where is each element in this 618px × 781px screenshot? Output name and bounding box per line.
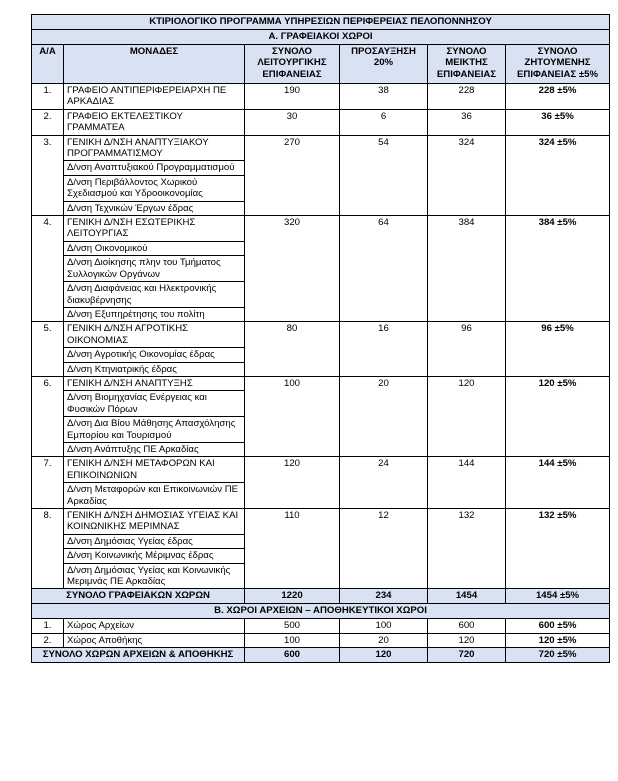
operational-area: 80 bbox=[245, 322, 340, 377]
row-number: 3. bbox=[32, 135, 64, 215]
sub-unit-name: Δ/νση Κτηνιατρικής έδρας bbox=[64, 362, 245, 376]
operational-area: 270 bbox=[245, 135, 340, 215]
total-label: ΣΥΝΟΛΟ ΓΡΑΦΕΙΑΚΩΝ ΧΩΡΩΝ bbox=[32, 589, 245, 604]
unit-name: ΓΕΝΙΚΗ Δ/ΝΣΗ ΜΕΤΑΦΟΡΩΝ ΚΑΙ ΕΠΙΚΟΙΝΩΝΙΩΝ bbox=[64, 457, 245, 483]
requested-area: 144 ±5% bbox=[506, 457, 610, 509]
operational-area: 100 bbox=[245, 376, 340, 456]
gross-area: 600 bbox=[428, 619, 506, 633]
table-row bbox=[32, 109, 610, 135]
table-title: ΚΤΙΡΙΟΛΟΓΙΚΟ ΠΡΟΓΡΑΜΜΑ ΥΠΗΡΕΣΙΩΝ ΠΕΡΙΦΕΡΕΙΑΣ ΠΕΛΟΠΟΝΝΗΣΟΥ bbox=[32, 15, 610, 30]
requested-area: 132 ±5% bbox=[506, 509, 610, 589]
row-number: 1. bbox=[32, 619, 64, 633]
row-number: 1. bbox=[32, 84, 64, 110]
sub-unit-name: Δ/νση Οικονομικού bbox=[64, 241, 245, 255]
increase-area: 20 bbox=[340, 376, 428, 456]
unit-name: ΓΡΑΦΕΙΟ ΕΚΤΕΛΕΣΤΙΚΟΥ ΓΡΑΜΜΑΤΕΑ bbox=[64, 109, 245, 135]
table-row bbox=[32, 376, 610, 390]
table-row bbox=[32, 457, 610, 483]
sub-unit-name: Δ/νση Κοινωνικής Μέριμνας έδρας bbox=[64, 549, 245, 563]
sub-unit-name: Δ/νση Μεταφορών και Επικοινωνιών ΠΕ Αρκαδίας bbox=[64, 483, 245, 509]
table-row bbox=[32, 322, 610, 348]
header-requested: ΣΥΝΟΛΟ ΖΗΤΟΥΜΕΝΗΣ ΕΠΙΦΑΝΕΙΑΣ ±5% bbox=[506, 45, 610, 84]
operational-area: 500 bbox=[245, 619, 340, 633]
total-requested: 1454 ±5% bbox=[506, 589, 610, 604]
table-row bbox=[32, 619, 610, 633]
row-number: 5. bbox=[32, 322, 64, 377]
increase-area: 38 bbox=[340, 84, 428, 110]
operational-area: 320 bbox=[245, 216, 340, 322]
sub-unit-name: Δ/νση Διοίκησης πλην του Τμήματος Συλλογικών Οργάνων bbox=[64, 256, 245, 282]
table-row bbox=[32, 509, 610, 535]
table-row bbox=[32, 633, 610, 647]
sub-unit-name: Δ/νση Διαφάνειας και Ηλεκτρονικής διακυβέρνησης bbox=[64, 282, 245, 308]
total-operational: 1220 bbox=[245, 589, 340, 604]
sub-unit-name: Δ/νση Δια Βίου Μάθησης Απασχόλησης Εμπορίου και Τουρισμού bbox=[64, 417, 245, 443]
increase-area: 54 bbox=[340, 135, 428, 215]
requested-area: 228 ±5% bbox=[506, 84, 610, 110]
gross-area: 144 bbox=[428, 457, 506, 509]
operational-area: 190 bbox=[245, 84, 340, 110]
gross-area: 120 bbox=[428, 376, 506, 456]
sub-unit-name: Δ/νση Ανάπτυξης ΠΕ Αρκαδίας bbox=[64, 442, 245, 456]
increase-area: 20 bbox=[340, 633, 428, 647]
total-operational: 600 bbox=[245, 648, 340, 663]
gross-area: 228 bbox=[428, 84, 506, 110]
header-gross: ΣΥΝΟΛΟ ΜΕΙΚΤΗΣ ΕΠΙΦΑΝΕΙΑΣ bbox=[428, 45, 506, 84]
sub-unit-name: Δ/νση Περιβάλλοντος Χωρικού Σχεδιασμού και Υδροοικονομίας bbox=[64, 175, 245, 201]
gross-area: 120 bbox=[428, 633, 506, 647]
gross-area: 96 bbox=[428, 322, 506, 377]
requested-area: 36 ±5% bbox=[506, 109, 610, 135]
requested-area: 600 ±5% bbox=[506, 619, 610, 633]
increase-area: 24 bbox=[340, 457, 428, 509]
operational-area: 120 bbox=[245, 457, 340, 509]
row-number: 4. bbox=[32, 216, 64, 322]
requested-area: 96 ±5% bbox=[506, 322, 610, 377]
unit-name: Χώρος Αρχείων bbox=[64, 619, 245, 633]
section-a-row bbox=[32, 30, 610, 45]
building-program-table bbox=[31, 14, 610, 663]
sub-unit-name: Δ/νση Δημόσιας Υγείας και Κοινωνικής Μεριμνάς ΠΕ Αρκαδίας bbox=[64, 563, 245, 589]
header-units: ΜΟΝΑΔΕΣ bbox=[64, 45, 245, 84]
row-number: 7. bbox=[32, 457, 64, 509]
unit-name: ΓΕΝΙΚΗ Δ/ΝΣΗ ΑΝΑΠΤΥΞΙΑΚΟΥ ΠΡΟΓΡΑΜΜΑΤΙΣΜΟΥ bbox=[64, 135, 245, 161]
increase-area: 64 bbox=[340, 216, 428, 322]
sub-unit-name: Δ/νση Δημόσιας Υγείας έδρας bbox=[64, 534, 245, 548]
sub-unit-name: Δ/νση Εξυπηρέτησης του πολίτη bbox=[64, 307, 245, 321]
gross-area: 324 bbox=[428, 135, 506, 215]
unit-name: Χώρος Αποθήκης bbox=[64, 633, 245, 647]
increase-area: 100 bbox=[340, 619, 428, 633]
gross-area: 36 bbox=[428, 109, 506, 135]
header-increase: ΠΡΟΣΑΥΞΗΣΗ 20% bbox=[340, 45, 428, 84]
sub-unit-name: Δ/νση Βιομηχανίας Ενέργειας και Φυσικών Πόρων bbox=[64, 391, 245, 417]
header-row bbox=[32, 45, 610, 84]
header-operational: ΣΥΝΟΛΟ ΛΕΙΤΟΥΡΓΙΚΗΣ ΕΠΙΦΑΝΕΙΑΣ bbox=[245, 45, 340, 84]
total-a-row bbox=[32, 589, 610, 604]
increase-area: 16 bbox=[340, 322, 428, 377]
title-row bbox=[32, 15, 610, 30]
total-b-row bbox=[32, 648, 610, 663]
total-label: ΣΥΝΟΛΟ ΧΩΡΩΝ ΑΡΧΕΙΩΝ & ΑΠΟΘΗΚΗΣ bbox=[32, 648, 245, 663]
requested-area: 120 ±5% bbox=[506, 633, 610, 647]
table-row bbox=[32, 135, 610, 161]
unit-name: ΓΕΝΙΚΗ Δ/ΝΣΗ ΔΗΜΟΣΙΑΣ ΥΓΕΙΑΣ ΚΑΙ ΚΟΙΝΩΝΙΚΗΣ ΜΕΡΙΜΝΑΣ bbox=[64, 509, 245, 535]
table-row bbox=[32, 84, 610, 110]
row-number: 6. bbox=[32, 376, 64, 456]
operational-area: 110 bbox=[245, 509, 340, 589]
row-number: 2. bbox=[32, 633, 64, 647]
requested-area: 120 ±5% bbox=[506, 376, 610, 456]
requested-area: 324 ±5% bbox=[506, 135, 610, 215]
row-number: 2. bbox=[32, 109, 64, 135]
increase-area: 6 bbox=[340, 109, 428, 135]
total-increase: 234 bbox=[340, 589, 428, 604]
operational-area: 100 bbox=[245, 633, 340, 647]
total-increase: 120 bbox=[340, 648, 428, 663]
unit-name: ΓΕΝΙΚΗ Δ/ΝΣΗ ΕΣΩΤΕΡΙΚΗΣ ΛΕΙΤΟΥΡΓΙΑΣ bbox=[64, 216, 245, 242]
sub-unit-name: Δ/νση Αγροτικής Οικονομίας έδρας bbox=[64, 348, 245, 362]
section-b-row bbox=[32, 604, 610, 619]
total-gross: 720 bbox=[428, 648, 506, 663]
unit-name: ΓΕΝΙΚΗ Δ/ΝΣΗ ΑΓΡΟΤΙΚΗΣ ΟΙΚΟΝΟΜΙΑΣ bbox=[64, 322, 245, 348]
sub-unit-name: Δ/νση Τεχνικών Έργων έδρας bbox=[64, 201, 245, 215]
gross-area: 132 bbox=[428, 509, 506, 589]
unit-name: ΓΡΑΦΕΙΟ ΑΝΤΙΠΕΡΙΦΕΡΕΙΑΡΧΗ ΠΕ ΑΡΚΑΔΙΑΣ bbox=[64, 84, 245, 110]
header-aa: Α/Α bbox=[32, 45, 64, 84]
increase-area: 12 bbox=[340, 509, 428, 589]
requested-area: 384 ±5% bbox=[506, 216, 610, 322]
unit-name: ΓΕΝΙΚΗ Δ/ΝΣΗ ΑΝΑΠΤΥΞΗΣ bbox=[64, 376, 245, 390]
operational-area: 30 bbox=[245, 109, 340, 135]
gross-area: 384 bbox=[428, 216, 506, 322]
sub-unit-name: Δ/νση Αναπτυξιακού Προγραμματισμού bbox=[64, 161, 245, 175]
row-number: 8. bbox=[32, 509, 64, 589]
section-a-title: Α. ΓΡΑΦΕΙΑΚΟΙ ΧΩΡΟΙ bbox=[32, 30, 610, 45]
total-requested: 720 ±5% bbox=[506, 648, 610, 663]
total-gross: 1454 bbox=[428, 589, 506, 604]
section-b-title: Β. ΧΩΡΟΙ ΑΡΧΕΙΩΝ – ΑΠΟΘΗΚΕΥΤΙΚΟΙ ΧΩΡΟΙ bbox=[32, 604, 610, 619]
table-row bbox=[32, 216, 610, 242]
